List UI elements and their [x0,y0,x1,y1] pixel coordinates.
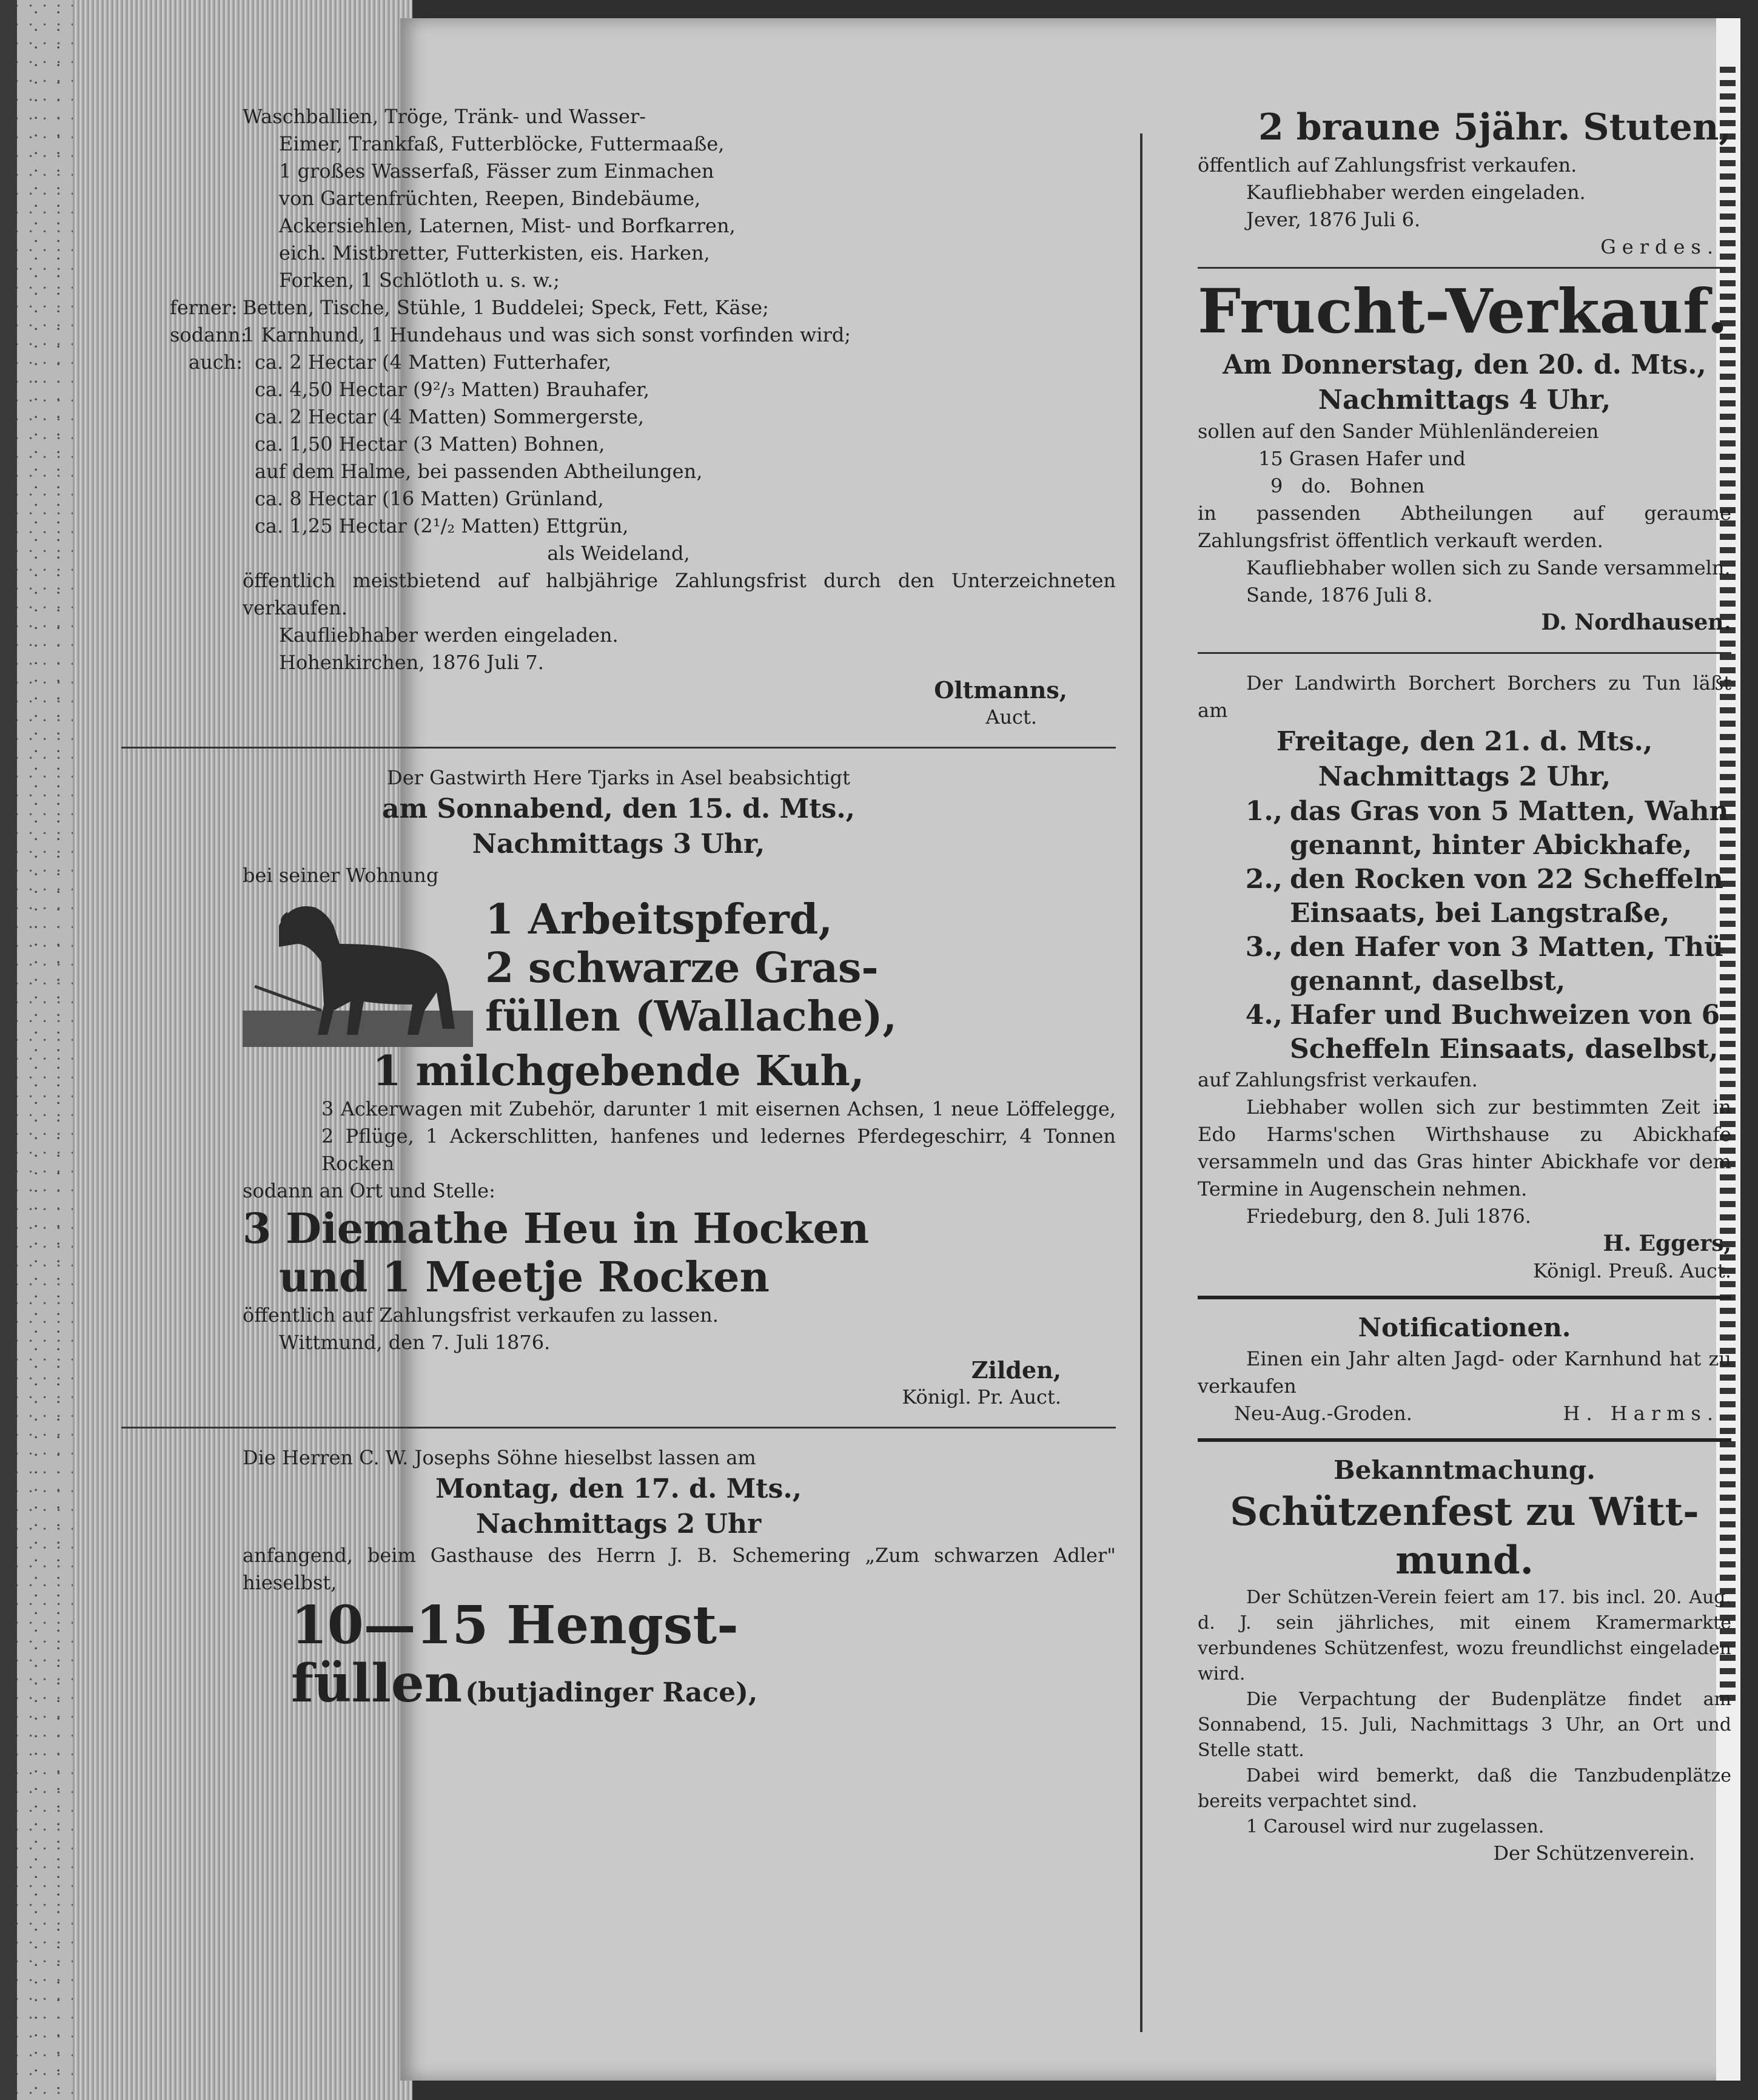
item-line: von Gartenfrüchten, Reepen, Bindebäume, [279,187,701,210]
auch-line: ca. 1,25 Hectar (2¹/₂ Matten) Ettgrün, [255,514,629,537]
item-bohnen: 9 do. Bohnen [1270,474,1425,497]
sodann-text: 1 Karnhund, 1 Hundehaus und was sich sonst vorfinden wird; [243,323,851,346]
auction-ad-hohenkirchen [121,103,1116,294]
signer: Der Schützenverein. [1493,1842,1695,1865]
item-line: eich. Mistbretter, Futterkisten, eis. Harken, [279,241,710,264]
signer: H. Eggers, [1603,1231,1731,1256]
notif-footer [1198,1400,1731,1427]
signer: Oltmanns, [934,676,1067,704]
item-hengst: 10—15 Hengst- [291,1595,739,1656]
right-column [1198,103,1731,2075]
text: Einen ein Jahr alten Jagd- oder Karnhund hat zu verkaufen [1198,1347,1731,1398]
auch-line: auf dem Halme, bei passenden Abtheilungen, [255,460,703,483]
weideland: als Weideland, [547,542,690,565]
section-divider [1198,1438,1731,1442]
lot-number: 3., [1245,932,1283,963]
lot-item [1198,795,1731,863]
ferner-text: Betten, Tische, Stühle, 1 Buddelei; Speck, Fett, Käse; [243,296,769,319]
item-line: Forken, 1 Schlötloth u. s. w.; [279,269,560,292]
place-date: Friedeburg, den 8. Juli 1876. [1246,1205,1531,1228]
signer-title: Königl. Pr. Auct. [902,1385,1061,1408]
ad-auf: auf Zahlungsfrist verkaufen. [1198,1068,1478,1091]
ad-divider [121,747,1116,749]
signer-title: Auct. [985,705,1037,729]
horse-illustration [243,889,473,1047]
headline-mund: mund. [1395,1538,1534,1583]
paragraph: Der Schützen-Verein feiert am 17. bis incl. 20. Aug. d. J. sein jährliches, mit einem Kramermarkte verbundenes Schützenfest, wozu freundlichst eingeladen wird. [1198,1587,1731,1684]
paragraph: Die Verpachtung der Budenplätze findet am Sonnabend, 15. Juli, Nachmittags 3 Uhr, an Ort und Stelle statt. [1198,1689,1731,1761]
horse-block [243,889,1116,1047]
section-title: Bekanntmachung. [1334,1455,1595,1485]
invite-text: Kaufliebhaber werden eingeladen. [1246,181,1586,204]
invite-text: Kaufliebhaber wollen sich zu Sande versammeln. [1246,556,1731,579]
item-kuh: 1 milchgebende Kuh, [372,1047,865,1095]
auction-ad-josephs [121,1444,1116,1713]
ad-details: 3 Ackerwagen mit Zubehör, darunter 1 mit eisernen Achsen, 1 neue Löffelegge, 2 Pflüge, 1 Ackerschlitten, hanfenes und ledernes Pferdegeschirr, 4 Tonnen Rocken [321,1097,1116,1175]
ad-sollen: sollen auf den Sander Mühlenländereien [1198,420,1599,443]
lot-text: Hafer und Buchweizen von 6 Scheffeln Einsaats, daselbst, [1290,1000,1720,1065]
ad-time: Nachmittags 3 Uhr, [472,829,765,860]
ad-divider [121,1427,1116,1429]
ad-date: am Sonnabend, den 15. d. Mts., [382,793,855,824]
ad-date: Freitage, den 21. d. Mts., [1276,726,1653,757]
lot-text: den Hafer von 3 Matten, Thü genannt, daselbst, [1290,932,1723,997]
auch-line: ca. 8 Hectar (16 Matten) Grünland, [255,487,604,510]
ad-intro: Die Herren C. W. Josephs Söhne hieselbst lassen am [243,1446,756,1469]
auch-line: ca. 1,50 Hectar (3 Matten) Bohnen, [255,432,605,456]
ad-anfangend: anfangend, beim Gasthause des Herrn J. B. Schemering „Zum schwarzen Adler" hieselbst, [243,1544,1116,1594]
item-hafer: 15 Grasen Hafer und [1258,447,1466,470]
item-grasfuellen: 2 schwarze Gras- [485,944,879,992]
ferner-label: ferner: [170,296,238,319]
signer: H. Harms. [1563,1402,1719,1425]
lot-item [1198,863,1731,931]
place-date: Sande, 1876 Juli 8. [1246,584,1433,607]
ad-time: Nachmittags 2 Uhr, [1318,761,1611,792]
ad-intro: Der Landwirth Borchert Borchers zu Tun läßt am [1198,671,1731,722]
ferner-row [170,294,1116,321]
item-line: Eimer, Trankfaß, Futterblöcke, Futtermaaße, [279,132,725,155]
book-spine-shadow [0,0,17,2100]
auch-list [255,349,1116,540]
lot-number: 1., [1245,796,1283,827]
lot-number: 2., [1245,864,1283,895]
text: in passenden Abtheilungen auf geraume Zahlungsfrist öffentlich verkauft werden. [1198,502,1731,552]
section-title: Notificationen. [1358,1313,1571,1342]
auction-ad-asel [121,764,1116,1411]
ad-borchers [1198,670,1731,1285]
ad-date: Am Donnerstag, den 20. d. Mts., [1223,349,1706,380]
headline-schuetzenfest: Schützenfest zu Witt- [1230,1489,1699,1535]
place-date: Jever, 1876 Juli 6. [1246,208,1421,231]
notificationen [1198,1310,1731,1427]
auch-row [170,349,1116,540]
left-column [121,103,1116,1713]
lot-text: das Gras von 5 Matten, Wahn genannt, hinter Abickhafe, [1290,796,1729,861]
horse-items [473,895,1116,1041]
signer: Gerdes. [1600,235,1719,258]
ad-time: Nachmittags 4 Uhr, [1318,385,1611,416]
ad-location: bei seiner Wohnung [243,864,439,887]
place: Neu-Aug.-Groden. [1234,1402,1412,1425]
auch-line: ca. 2 Hectar (4 Matten) Sommergerste, [255,405,645,428]
ad-stuten [1198,103,1731,261]
item-heu: 3 Diemathe Heu in Hocken [243,1205,870,1253]
ad-frucht-verkauf [1198,275,1731,636]
headline-stuten: 2 braune 5jähr. Stuten, [1258,106,1731,149]
signer: Zilden, [971,1356,1061,1384]
bekanntmachung [1198,1453,1731,1867]
ad-time: Nachmittags 2 Uhr [475,1509,762,1540]
lot-number: 4., [1245,1000,1283,1031]
signer-title: Königl. Preuß. Auct. [1533,1259,1731,1282]
section-divider [1198,1296,1731,1299]
paragraph: Dabei wird bemerkt, daß die Tanzbudenplätze bereits verpachtet sind. [1198,1765,1731,1812]
item-rocken: und 1 Meetje Rocken [279,1253,770,1302]
lot-item [1198,998,1731,1066]
text: Liebhaber wollen sich zur bestimmten Zeit in Edo Harms'schen Wirthshause zu Abickhafe versammeln und das Gras hinter Abickhafe vor dem Termine in Augenschein nehmen. [1198,1095,1731,1200]
offentlich-text: öffentlich auf Zahlungsfrist verkaufen zu lassen. [243,1304,719,1327]
item-line: Ackersiehlen, Laternen, Mist- und Borfkarren, [279,214,736,237]
item-line: 1 großes Wasserfaß, Fässer zum Einmachen [279,160,714,183]
item-line: Waschballien, Tröge, Tränk- und Wasser- [243,105,646,128]
ad-divider [1198,267,1731,269]
item-fuellen: füllen [291,1653,463,1714]
item-race: (butjadinger Race), [465,1677,758,1708]
signer: D. Nordhausen. [1541,610,1731,635]
title-frucht-verkauf: Frucht-Verkauf. [1198,275,1728,347]
lot-text: den Rocken von 22 Scheffeln Einsaats, bei Langstraße, [1290,864,1723,929]
item-wallache: füllen (Wallache), [485,992,897,1041]
place-date: Wittmund, den 7. Juli 1876. [279,1331,551,1354]
item-fuellen-row [291,1655,1116,1713]
lot-item [1198,931,1731,998]
ad-date: Montag, den 17. d. Mts., [435,1473,802,1504]
auch-line: ca. 2 Hectar (4 Matten) Futterhafer, [255,351,612,374]
ad-divider [1198,652,1731,654]
ad-sodann: sodann an Ort und Stelle: [243,1179,495,1202]
place-date: Hohenkirchen, 1876 Juli 7. [279,651,544,674]
offentlich-text: öffentlich meistbietend auf halbjährige Zahlungsfrist durch den Unterzeichneten verkaufen. [243,569,1116,619]
auch-line: ca. 4,50 Hectar (9²/₃ Matten) Brauhafer, [255,378,650,401]
item-arbeitspferd: 1 Arbeitspferd, [485,895,833,944]
ad-intro: Der Gastwirth Here Tjarks in Asel beabsichtigt [387,766,850,789]
sodann-label: sodann: [170,323,247,346]
paragraph: 1 Carousel wird nur zugelassen. [1246,1816,1545,1837]
sodann-row [170,321,1116,349]
column-rule [1140,133,1142,2032]
invite-text: Kaufliebhaber werden eingeladen. [279,624,619,647]
text: öffentlich auf Zahlungsfrist verkaufen. [1198,153,1577,177]
auch-label: auch: [189,351,243,374]
